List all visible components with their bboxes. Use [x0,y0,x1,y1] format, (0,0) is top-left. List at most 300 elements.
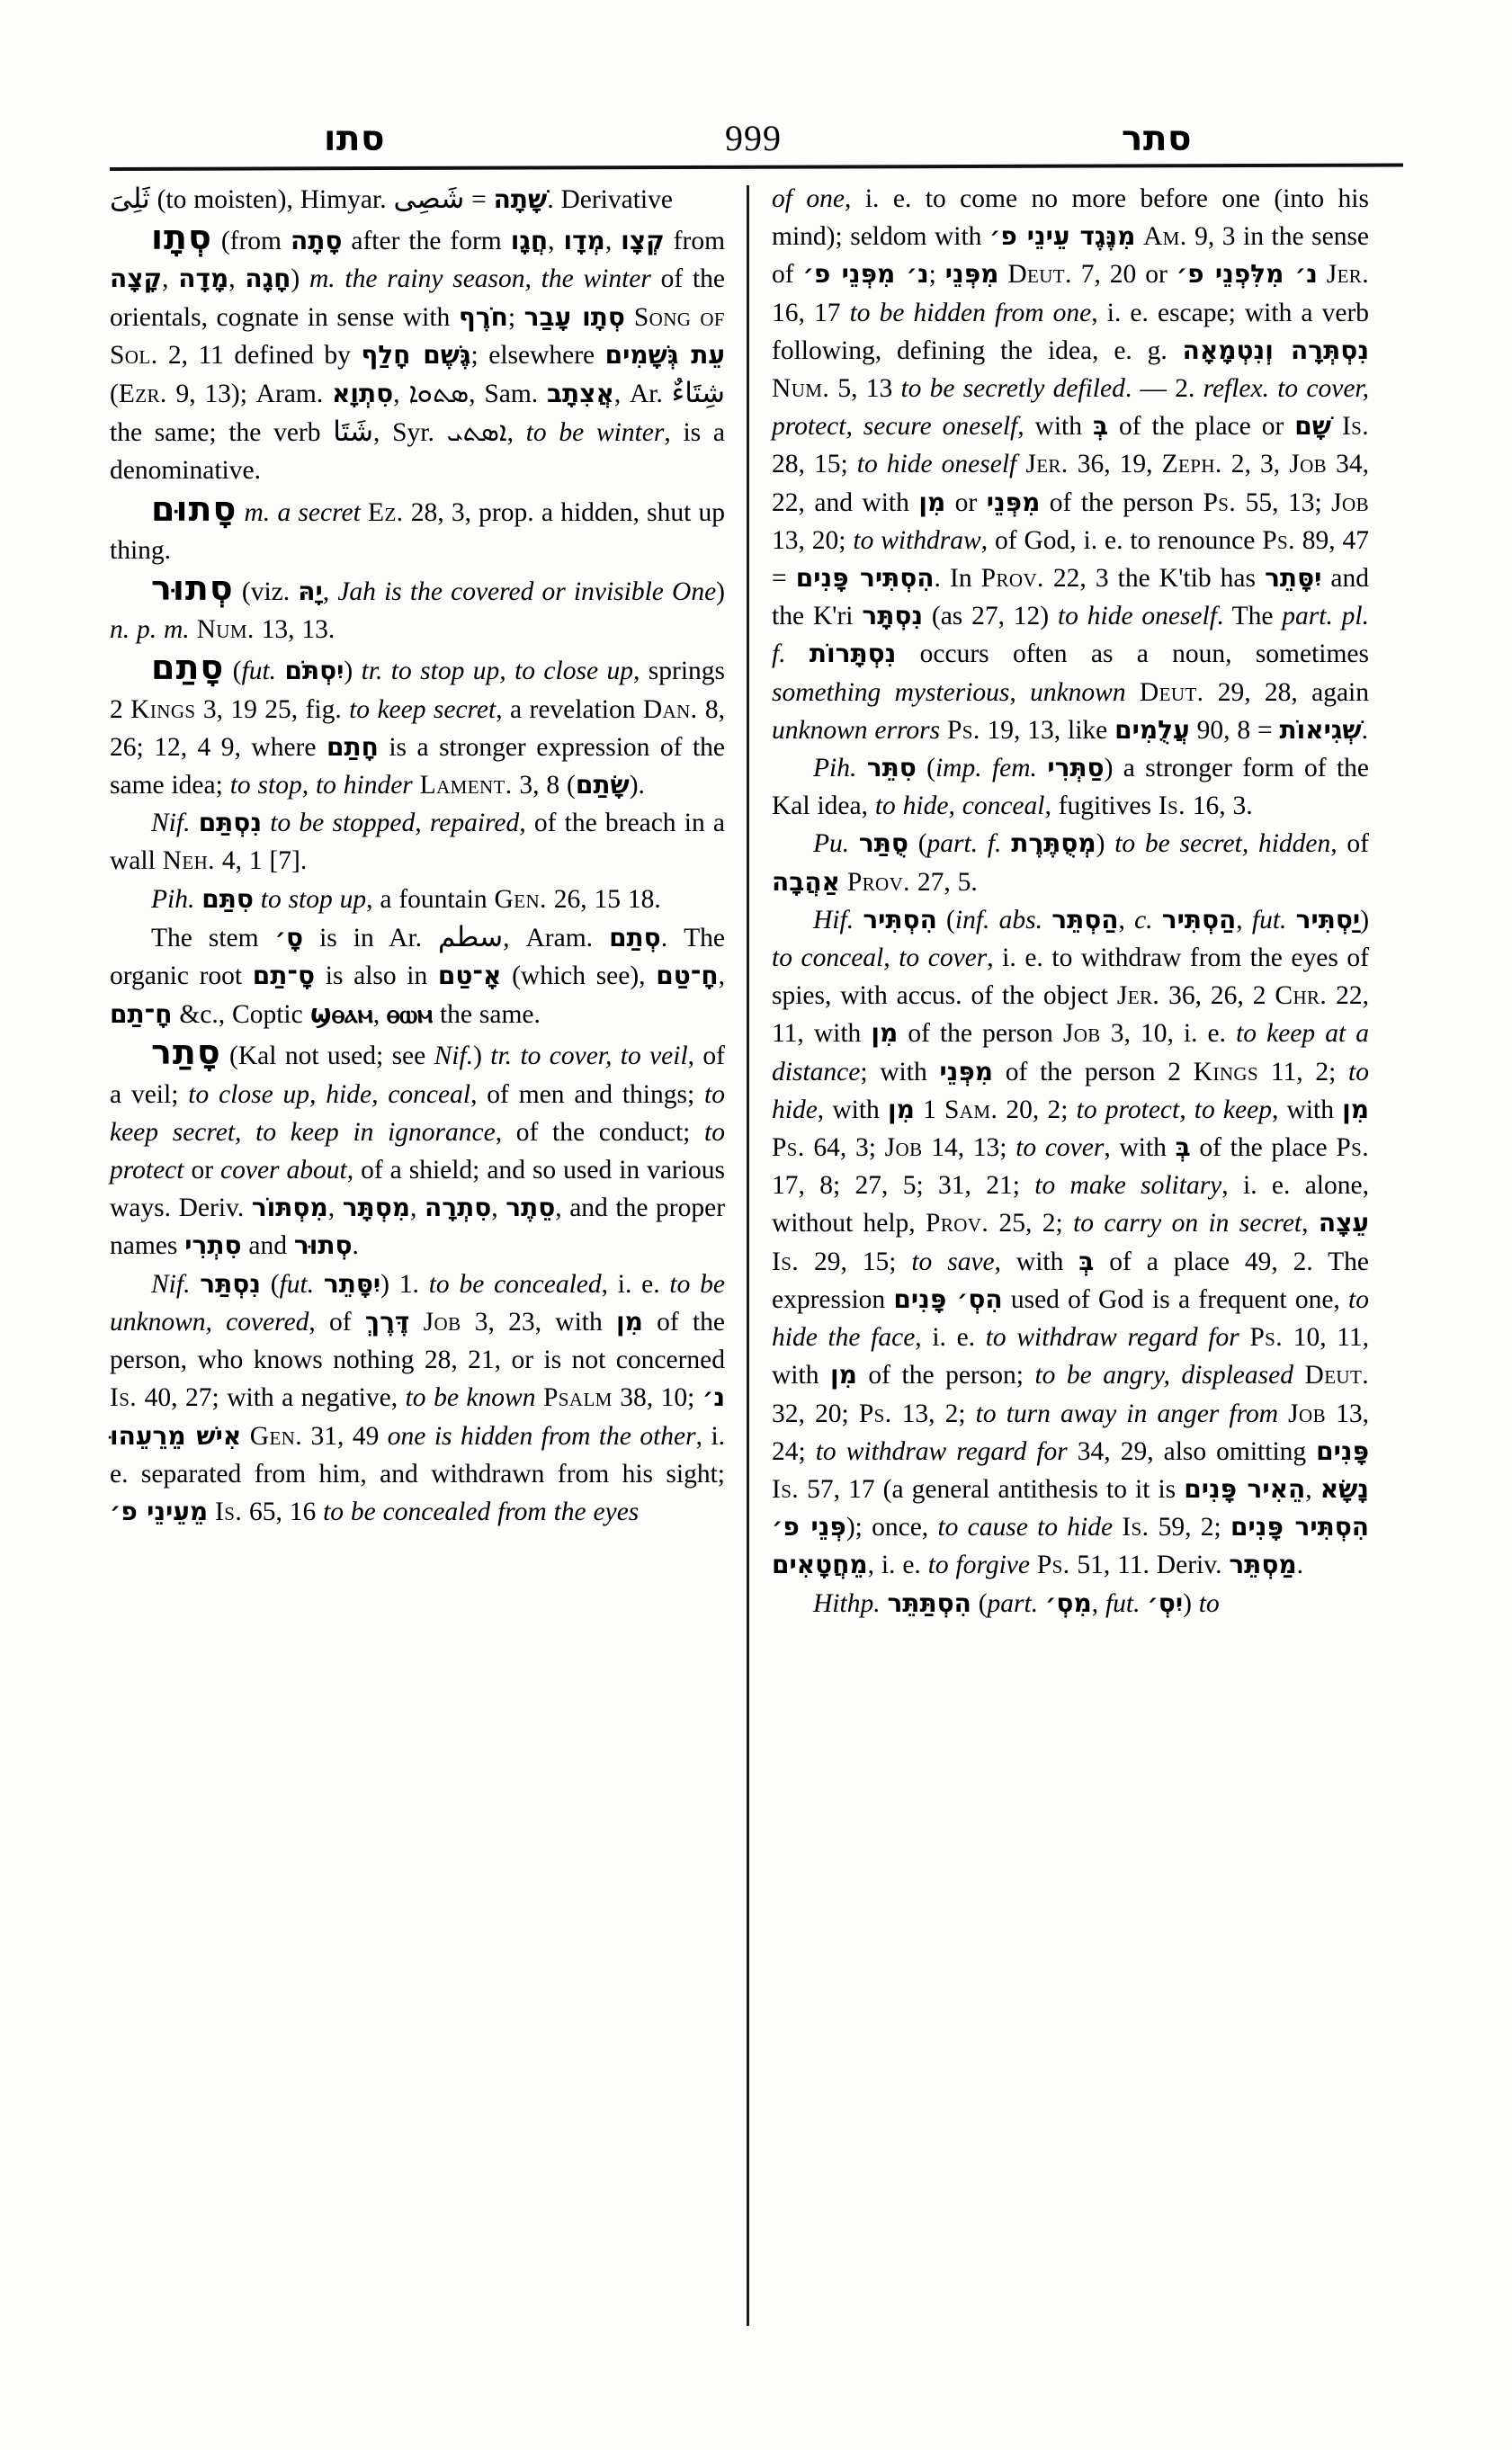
hebrew-word: נִסְתַּר [200,1268,261,1299]
body-text [1239,1323,1250,1352]
para-nif-satham [110,804,725,880]
body-text: . — 2. [1124,374,1203,404]
body-text: . [1296,1551,1303,1580]
body-text: . [1361,715,1368,745]
body-text [413,771,420,800]
body-text: , [1302,1209,1319,1238]
body-text: 17, 8; 27, 5; 31, 21; [772,1171,1035,1201]
scripture-reference: Jer. [1025,450,1069,479]
body-text: of a place 49, 2. The expression [772,1247,1369,1314]
body-text: (Kal not used; see [220,1042,434,1071]
body-text: , and the proper names [110,1194,726,1261]
body-text: 34, 29, also omitting [1067,1436,1317,1466]
scripture-reference: Is. [110,1383,138,1413]
body-text: ; elsewhere [470,340,605,370]
gloss-italic: to keep secret [349,694,497,724]
body-text: or [183,1156,221,1185]
body-text: , Ar. [613,380,672,409]
body-text: 2, 11 defined by [157,340,362,370]
body-text: , [1236,905,1252,934]
body-text: of the person, who knows nothing 28, 21, or is not concerned [110,1307,726,1375]
hebrew-word: אָ־טַם [437,961,502,991]
body-text: , [1118,905,1135,934]
hebrew-word: סָ׳ [274,922,304,952]
scripture-reference: Job [1289,450,1328,479]
scripture-reference: Is. [1341,412,1370,442]
body-text [1016,450,1025,478]
gloss-italic: part. f. [926,829,1002,859]
gloss-italic: fut. [241,657,277,686]
body-text: or [945,487,987,517]
gloss-italic: to cover [1015,1133,1105,1163]
body-text: , i. e. to come no more before one (into his mind); seldom with [772,184,1369,252]
coptic-word: ⲑⲱⲙ [386,998,434,1030]
hebrew-word: מִפְּנֵי [939,1056,994,1086]
hebrew-word: חָגָה [245,264,291,294]
syriac-word: ܣܬܘܐ [408,377,470,410]
gloss-italic: to withdraw regard for [815,1436,1068,1466]
body-text: , i. e. [867,1551,928,1580]
hebrew-word: הִסְתַּתֵּר [887,1587,971,1618]
scripture-reference: Ps. [1249,1323,1284,1353]
gloss-italic: to keep at a distance [772,1019,1369,1086]
hebrew-word: מִן [829,1360,857,1390]
gloss-italic: to be hidden from one [849,298,1092,327]
body-text: (as 27, 12) [923,602,1058,631]
hebrew-word: גֶּשֶׁם חָלַף [361,339,471,370]
body-text: , of God, i. e. to renounce [980,525,1263,555]
lemma-headword: סָתַר [151,1033,221,1073]
gloss-italic: part. [987,1588,1039,1618]
para-pih-satham [110,881,725,918]
body-text [409,1308,423,1337]
body-text: . Derivative [547,185,673,214]
body-text [1037,754,1047,782]
hebrew-word: מִן [918,487,946,517]
body-text [1038,1589,1045,1618]
gloss-italic: to be stopped, repaired [270,809,520,838]
body-text: , with [1017,412,1093,442]
hebrew-word: עֵצָה [1318,1208,1369,1238]
hebrew-word: הַסְתִּיר [1161,904,1237,934]
hebrew-word: מָדָה [178,264,229,294]
arabic-word: ثَلِىَ [110,183,150,215]
body-text: (viz. [233,577,299,607]
body-text: , of the breach in a wall [110,809,726,876]
gloss-italic: Hithp. [813,1588,881,1618]
body-text: 34, 22, and with [772,450,1370,517]
body-text: . [352,1231,359,1261]
hebrew-word: הִסְתִּיר [863,904,937,934]
entry-setav [110,219,725,489]
arabic-word: شَتَا [333,416,374,449]
coptic-word: ϣⲑⲁⲙ [309,998,373,1030]
body-text: and the K'ri [772,564,1370,631]
body-text: , of a veil; [110,1042,725,1109]
body-text: ; [928,260,945,290]
body-text: 22, 3 the K'tib has [1043,564,1266,594]
gloss-italic: to turn away in anger from [975,1399,1279,1428]
hebrew-word: אַהֲבָה [772,866,840,897]
body-text: , a revelation [496,694,643,724]
gloss-italic: to conceal, to cover [772,943,988,973]
hebrew-word: בְּ [1092,411,1109,442]
body-text: , i. e. to withdraw from the eyes of spies, with accus. of the object [772,943,1369,1011]
body-text: of the orientals, cognate in sense with [110,264,726,332]
body-text: . In [934,564,981,594]
para-nif-sathar-cont [772,180,1369,749]
hebrew-word: מִפְּנֵי [986,487,1041,517]
body-text: 9, 13); Aram. [166,380,333,409]
body-text [786,639,810,668]
right-text-column [739,180,1369,2356]
scripture-reference: Kings [130,694,196,724]
body-text: , springs 2 [110,657,726,724]
hebrew-word: סִתְוָא [332,379,394,409]
hebrew-word: שָׂתַם [575,770,630,800]
gloss-italic: m. the rainy season, the winter [309,264,651,294]
body-text: 3, 23, with [461,1307,616,1337]
scripture-reference: Jer. [1326,260,1369,290]
hebrew-word: נָשָׂא פְּנֵי פ׳ [772,1473,1369,1542]
body-text: (to moisten), Himyar. [149,185,394,214]
body-text: ). [629,771,645,800]
body-text: ( [260,1269,280,1299]
header-rule [110,163,1403,171]
gloss-italic: to carry on in secret [1073,1209,1302,1238]
body-text [854,906,863,934]
hebrew-word: חֲגָו [510,226,549,256]
body-text: 28, 3, prop. a hidden, shut up thing. [110,497,726,565]
gloss-italic: to withdraw regard for [985,1323,1239,1353]
body-text: ; with [860,1057,940,1086]
hebrew-word: פָּנִים [1316,1435,1370,1466]
left-text-column [110,180,739,2356]
body-text: , of the conduct; [495,1117,705,1147]
body-text: of the person [1040,487,1203,517]
body-text: 13, 20; [772,525,854,555]
para-nif-sathar [110,1265,725,1531]
body-text: of the place [1190,1133,1337,1163]
scripture-reference: Job [423,1307,461,1337]
gloss-italic: to be secret, hidden [1114,829,1331,859]
hebrew-word: סֵתֶר [505,1193,556,1223]
scripture-reference: Job [1062,1019,1101,1049]
hebrew-word: יָהּ [298,577,323,607]
scripture-reference: Num. [772,374,830,404]
gloss-italic: Pu. [813,829,850,859]
body-text: is a stronger expression of the same idea; [110,732,725,800]
body-text [1153,906,1162,934]
scripture-reference: Kings [1193,1057,1259,1086]
gloss-italic: to hide oneself [856,450,1017,479]
body-text [1001,829,1011,858]
gloss-italic: to stop up [260,884,367,914]
hebrew-word: חֹרֶף [458,301,508,332]
gloss-italic: tr. to cover, to veil [490,1042,688,1071]
body-text: 38, 10; [612,1383,702,1413]
body-text [314,1270,324,1299]
hebrew-word: עֲלֻמִים [1114,714,1190,745]
body-text: ( [908,829,927,859]
hebrew-word: בְּ [1175,1132,1191,1163]
body-text: 8, 26; 12, 4 9, where [110,694,725,762]
body-text [535,1383,543,1412]
body-text: 59, 2; [1149,1513,1231,1542]
gloss-italic: reflex. to cover, protect, secure oneself [772,374,1370,442]
hebrew-word: דֶּרֶךְ [364,1306,410,1337]
scripture-reference: Gen. [249,1421,303,1451]
page-number: 999 [724,118,782,158]
body-text: 13, 13. [254,615,336,645]
body-text: 22, 11, with [772,981,1369,1049]
hebrew-word: הִסְ׳ פָּנִים [893,1283,1003,1314]
body-text [998,260,1007,289]
hebrew-word: אֲצִתָב [546,379,614,409]
body-text: 36, 19, [1068,450,1162,479]
scripture-reference: Ps. [858,1399,892,1428]
body-text: 19, 13, like [980,715,1115,745]
hebrew-word: נִסְתָּרוֹת [809,639,897,669]
body-text: 9, 3 in the sense of [772,222,1370,290]
body-text: 16, 17 [772,298,850,327]
body-text: ( [224,657,242,686]
body-text: = [464,185,494,214]
gloss-italic: to be unknown, covered [110,1269,725,1337]
gloss-italic: Nif. [151,809,191,838]
body-text: ) [1360,905,1370,934]
scripture-reference: Ps. [946,715,980,745]
hebrew-word: שְׁגִיאוֹת [1279,714,1362,745]
scripture-reference: Is. [215,1497,243,1526]
body-text: , [1091,1588,1105,1618]
gloss-italic: unknown errors [772,715,941,745]
body-text: 1 [914,1095,944,1124]
hebrew-word: חָתַם [326,731,379,762]
body-text: 3, 10, i. e. [1100,1019,1237,1049]
gloss-italic: to stop, to hinder [229,771,413,800]
body-text: 5, 13 [829,374,901,404]
hebrew-word: יִסָּתֵר [323,1268,381,1299]
scripture-reference: Prov. [980,564,1044,594]
body-text: , i. e. [601,1269,670,1299]
body-text: ( [916,754,935,783]
gloss-italic: to be winter [525,418,665,448]
body-text: 28, 15; [772,450,857,479]
hebrew-word: נִסְתָּר [862,601,924,631]
gloss-italic: inf. abs. [954,905,1042,934]
body-text [190,809,198,837]
gloss-italic: Pih. [813,754,857,783]
body-text: 7, 20 or [1071,260,1176,290]
hebrew-word: סְתָו עָבַר [523,301,625,332]
body-text: , [604,227,622,256]
gloss-italic: to protect, to keep [1076,1095,1272,1124]
gloss-italic: to save [911,1247,995,1276]
hebrew-word: סַתְּרִי [1047,753,1105,783]
scripture-reference: Song of Sol. [110,302,725,370]
body-text [208,1498,215,1526]
body-text: , Syr. [373,418,447,448]
gloss-italic: to be concealed from the eyes [323,1497,640,1526]
body-text: 2, 3, [1221,450,1290,479]
gloss-italic: to be known [405,1383,536,1413]
body-text: , i. e. alone, without help, [772,1171,1369,1238]
para-pu-sathar [772,825,1369,900]
body-text: , [491,1194,506,1223]
body-text: 29, 15; [799,1247,912,1276]
running-head-right-catchword: סתר [1121,119,1192,159]
hebrew-word: נ׳ אִישׁ מֵרֵעֵהוּ [110,1382,726,1451]
body-text [849,829,859,858]
hebrew-word: יִסְ׳ [1147,1587,1184,1618]
body-text: 14, 13; [922,1133,1016,1163]
scripture-reference: Sam. [944,1095,998,1124]
body-text: , of [1330,829,1369,859]
body-text: ) [716,577,725,607]
para-stem-note [110,918,725,1034]
body-text: , [228,264,246,294]
scripture-reference: Job [1331,487,1369,517]
gloss-italic: n. p. m. [110,615,190,645]
gloss-italic: to be concealed [428,1269,602,1299]
lemma-headword: סָתוּם [151,488,237,529]
body-text: ) [1096,829,1115,859]
scripture-reference: Deut. [1139,677,1204,707]
hebrew-word: סָ־תַם [252,961,316,991]
gloss-italic: Jah is the covered or invisible One [337,577,717,607]
body-text: used of God is a frequent one, [1002,1284,1349,1314]
body-text: of the person [898,1019,1063,1049]
scripture-reference: Job [1288,1399,1327,1428]
gloss-italic: to cause to hide [937,1513,1114,1542]
hebrew-word: קְצָו [621,226,665,256]
hebrew-word: חָ־טַם [656,961,719,991]
gloss-italic: something mysterious, unknown [772,677,1126,707]
hebrew-word: מִסְתָּר [342,1193,410,1223]
hebrew-word: עֵת גְּשָׁמִים [604,339,726,370]
hebrew-word: נִסְתַּם [198,808,263,838]
scripture-reference: Prov. [846,867,910,897]
gloss-italic: to keep secret, to keep in ignorance [110,1079,725,1147]
body-text: 25, 2; [989,1209,1074,1238]
body-text: , i. e. separated from him, and withdrawn from his sight; [110,1421,726,1489]
scripture-reference: Ez. [368,497,404,527]
body-text: , [506,418,526,448]
body-text: 64, 3; [804,1133,885,1163]
hebrew-word: מִסְ׳ [1044,1587,1092,1618]
body-text: and [241,1231,294,1261]
running-head [108,106,1403,159]
body-text: occurs often as a noun, sometimes [896,639,1370,669]
body-text: , i. e. escape; with a verb following, defining the idea, e. g. [772,298,1370,365]
body-text: 36, 26, 2 [1159,981,1275,1011]
lemma-headword: סְתָו [151,218,212,258]
gloss-italic: to hide oneself [1057,602,1217,631]
body-text: 10, 11, with [772,1323,1370,1390]
body-text [856,754,866,782]
gloss-italic: to withdraw [853,525,981,555]
body-text [1030,1551,1037,1579]
body-text: 51, 11. Deriv. [1069,1551,1230,1580]
hebrew-word: סִתַּם [201,883,254,914]
hebrew-word: מִנֶּגֶד עֵינֵי פ׳ [989,221,1136,252]
scripture-reference: Ps. [1203,487,1237,517]
gloss-italic: fut. [279,1269,315,1299]
body-text: ) [473,1042,491,1071]
body-text: , of men and things; [470,1079,705,1109]
body-text: of the person; [856,1361,1035,1390]
hebrew-word: נ׳ מִפְּנֵי פ׳ [802,259,929,290]
body-text: the same; the verb [110,418,334,448]
hebrew-word: נ׳ מִלִּפְנֵי פ׳ [1176,259,1318,290]
body-text: ( [936,905,955,934]
scripture-reference: Am. [1142,222,1187,252]
body-text: , [548,227,564,256]
hebrew-word: בְּ [1078,1246,1095,1276]
gloss-italic: cover about [220,1156,347,1185]
body-text [940,716,947,745]
body-text: is also in [315,961,438,991]
gloss-italic: to hide [772,1057,1369,1124]
body-text: . The organic root [110,923,725,991]
body-text: 20, 2; [998,1095,1077,1124]
body-text: of the place or [1108,412,1295,442]
entry-satham [110,648,725,804]
gloss-italic: m. a secret [237,497,361,527]
para-hif-sathar [772,901,1369,1585]
hebrew-word: מִן [871,1018,899,1049]
gloss-italic: Hif. [813,905,854,934]
body-text [190,1270,200,1299]
body-text: ) 1. [380,1269,429,1299]
hebrew-word: מַסְתֵּר [1229,1550,1297,1580]
body-text: , with [994,1247,1079,1276]
syriac-word: ܐܣܬܝ [446,416,507,449]
body-text: ); once, [845,1513,938,1542]
body-text: 40, 27; with a negative, [137,1383,406,1413]
lemma-headword: סְתוּר [151,568,234,609]
hebrew-word: מִן [888,1094,915,1124]
body-text: , [372,1000,387,1030]
hebrew-word: סְתַם [609,922,661,952]
hebrew-word: הִסְתִּיר פָּנִים מֵחֲטָאִים [772,1512,1369,1580]
body-text: , Aram. [503,923,610,952]
body-text: ( [110,380,119,409]
scripture-reference: Neh. [162,846,215,876]
body-text: , [327,1194,343,1223]
body-text: ( [971,1588,988,1618]
body-text: 13, 2; [891,1399,976,1428]
body-text: , with [817,1095,888,1124]
body-text: , a fountain [366,884,495,914]
entry-setur [110,569,725,648]
body-text: 26, 15 18. [546,884,661,914]
body-text: ; [507,302,524,332]
para-hithp-sathar [772,1585,1369,1623]
hebrew-word: נִסְתְּרָה וְנִטְמָאָה [1182,335,1370,365]
gloss-italic: fut. [1251,905,1287,934]
body-text: 32, 20; [772,1399,859,1428]
body-text [1286,906,1295,934]
scripture-reference: Jer. [1116,981,1160,1011]
entry-sathar [110,1033,725,1265]
hebrew-word: סִתְרִי [184,1230,242,1261]
body-text: ) [1183,1588,1199,1618]
gloss-italic: Nif. [151,1269,191,1299]
scripture-reference: Deut. [1304,1361,1369,1390]
scripture-reference: Is. [772,1247,800,1276]
